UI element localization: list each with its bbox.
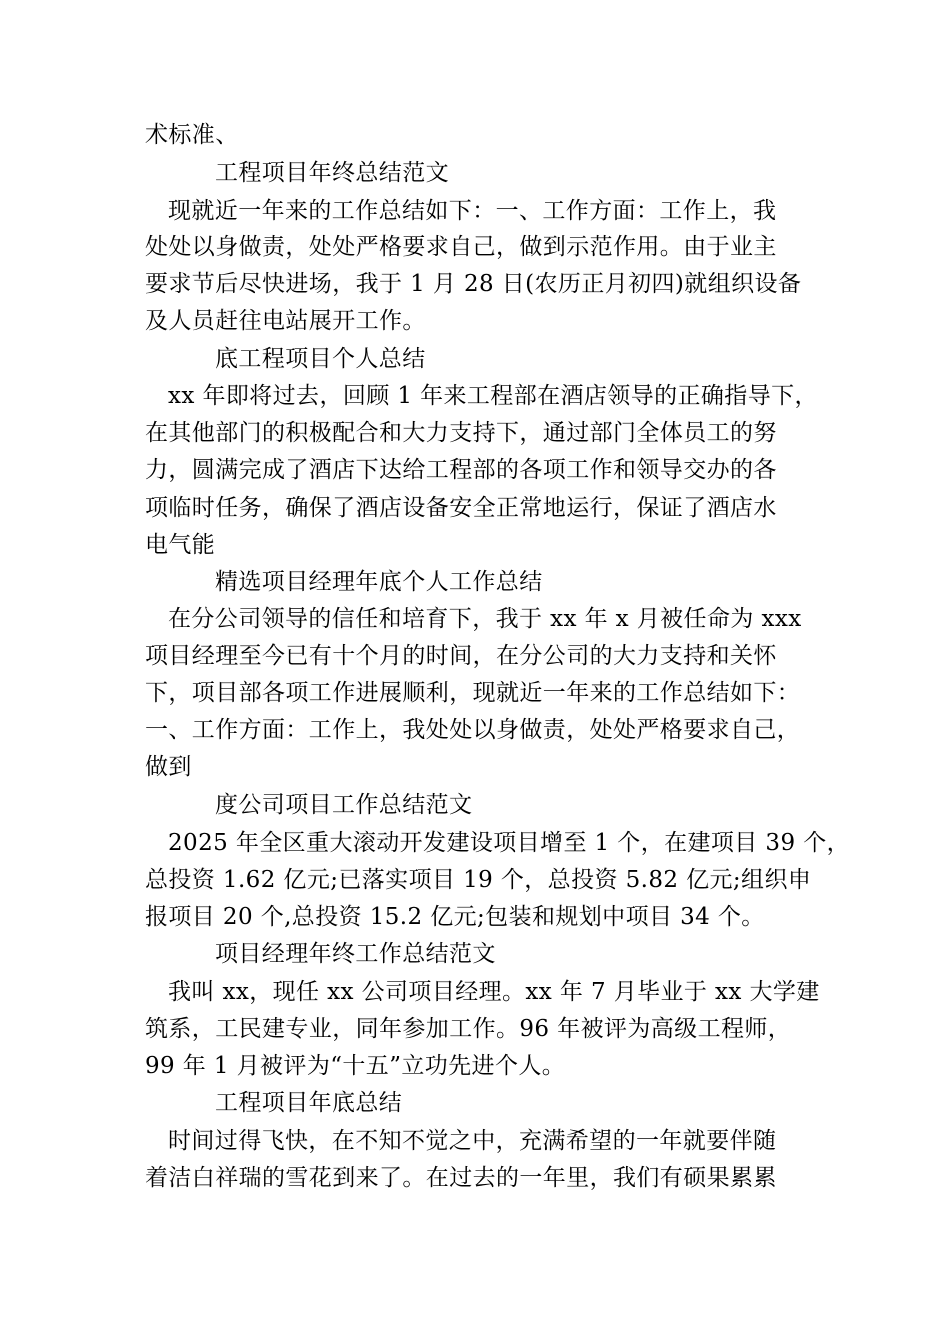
text-line: 术标准、 bbox=[145, 122, 239, 148]
section-title: 工程项目年终总结范文 bbox=[215, 160, 449, 186]
section-title: 度公司项目工作总结范文 bbox=[215, 792, 473, 818]
text-line: 总投资 1.62 亿元;已落实项目 19 个，总投资 5.82 亿元;组织申 bbox=[145, 867, 812, 893]
text-line: 下，项目部各项工作进展顺利，现就近一年来的工作总结如下： bbox=[145, 680, 801, 706]
text-line: 电气能 bbox=[145, 532, 216, 558]
text-line: 99 年 1 月被评为“十五”立功先进个人。 bbox=[145, 1053, 566, 1079]
text-line: 在其他部门的积极配合和大力支持下，通过部门全体员工的努 bbox=[145, 420, 777, 446]
text-line: 项临时任务，确保了酒店设备安全正常地运行，保证了酒店水 bbox=[145, 495, 777, 521]
text-line: 筑系，工民建专业，同年参加工作。96 年被评为高级工程师， bbox=[145, 1016, 792, 1042]
section-title: 项目经理年终工作总结范文 bbox=[215, 941, 496, 967]
text-line: 在分公司领导的信任和培育下，我于 xx 年 x 月被任命为 xxx bbox=[168, 606, 802, 632]
text-line: 处处以身做责，处处严格要求自己，做到示范作用。由于业主 bbox=[145, 234, 777, 260]
text-line: 我叫 xx，现任 xx 公司项目经理。xx 年 7 月毕业于 xx 大学建 bbox=[168, 979, 820, 1005]
text-line: xx 年即将过去，回顾 1 年来工程部在酒店领导的正确指导下， bbox=[168, 383, 818, 409]
section-title: 精选项目经理年底个人工作总结 bbox=[215, 569, 543, 595]
text-line: 2025 年全区重大滚动开发建设项目增至 1 个，在建项目 39 个， bbox=[168, 830, 850, 856]
section-title: 底工程项目个人总结 bbox=[215, 346, 426, 372]
text-line: 时间过得飞快，在不知不觉之中，充满希望的一年就要伴随 bbox=[168, 1128, 777, 1154]
text-line: 报项目 20 个,总投资 15.2 亿元;包装和规划中项目 34 个。 bbox=[145, 904, 765, 930]
text-line: 要求节后尽快进场，我于 1 月 28 日(农历正月初四)就组织设备 bbox=[145, 271, 802, 297]
text-line: 着洁白祥瑞的雪花到来了。在过去的一年里，我们有硕果累累 bbox=[145, 1165, 777, 1191]
text-line: 做到 bbox=[145, 754, 192, 780]
text-line: 一、工作方面：工作上，我处处以身做责，处处严格要求自己， bbox=[145, 717, 801, 743]
text-line: 现就近一年来的工作总结如下：一、工作方面：工作上，我 bbox=[168, 198, 777, 224]
text-line: 及人员赶往电站展开工作。 bbox=[145, 308, 426, 334]
section-title: 工程项目年底总结 bbox=[215, 1090, 403, 1116]
text-line: 项目经理至今已有十个月的时间，在分公司的大力支持和关怀 bbox=[145, 643, 777, 669]
text-line: 力，圆满完成了酒店下达给工程部的各项工作和领导交办的各 bbox=[145, 457, 777, 483]
